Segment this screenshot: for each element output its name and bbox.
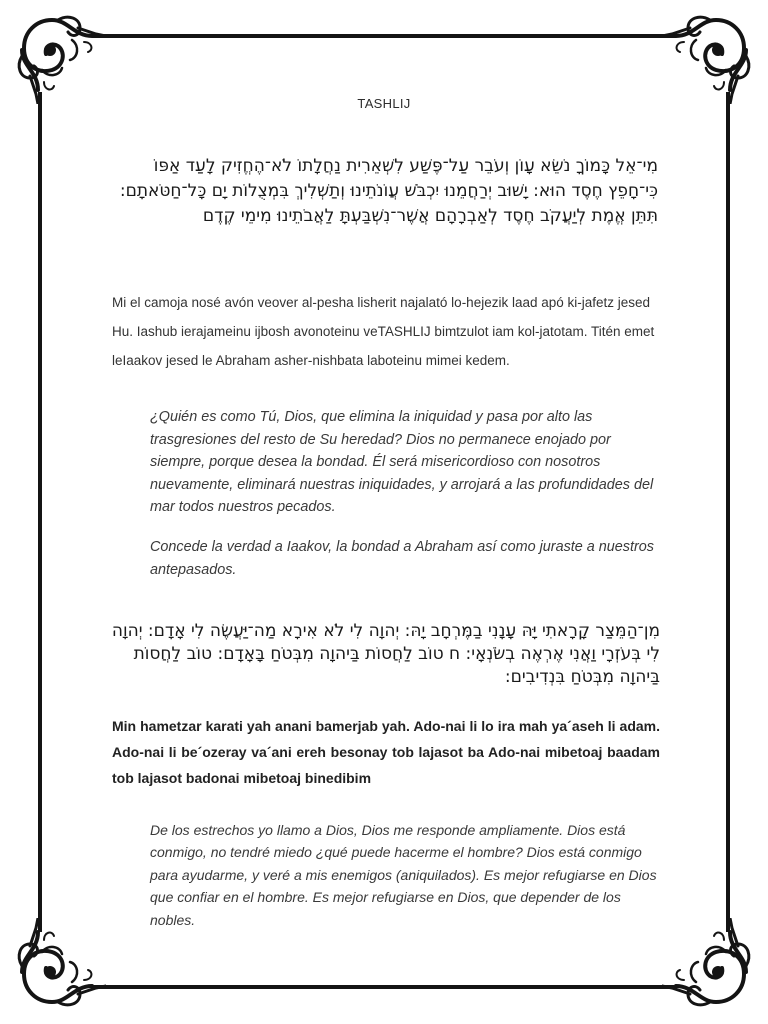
spanish-translation-1a: ¿Quién es como Tú, Dios, que elimina la iniquidad y pasa por alto las trasgresiones del resto de Su heredad? Dios no permanece enojado por siempre, porque desea la bondad. Él será misericordioso con nosotros nuevamente, eliminará nuestras iniquidades, y arrojará a las profundidades del mar todos nuestros pecados.	[150, 409, 654, 515]
spanish-translation-1b: Concede la verdad a Iaakov, la bondad a Abraham así como juraste a nuestros antepasados.	[150, 539, 654, 578]
frame-right-border	[726, 92, 730, 932]
corner-ornament-top-left-icon	[14, 12, 106, 104]
frame-bottom-border	[92, 985, 676, 989]
frame-top-border	[92, 34, 676, 38]
document-title: TASHLIJ	[357, 96, 411, 111]
transliteration-passage-2: Min hametzar karati yah anani bamerjab yah. Ado-nai li lo ira mah ya´aseh li adam. Ado-nai li be´ozeray va´ani ereh besonay tob lajasot ba Ado-nai mibetoaj baadam tob lajasot badonai mibetoaj binedibim	[112, 718, 660, 786]
transliteration-passage-1: Mi el camoja nosé avón veover al-pesha lisherit najalató lo-hejezik laad apó ki-jafetz jesed Hu. Iashub ierajameinu ijbosh avonoteinu veTASHLIJ bimtzulot iam kol-jatotam. Titén emet leIaakov jesed le Abraham asher-nishbata laboteinu mimei kedem.	[112, 295, 655, 368]
hebrew-passage-1: מִי־אֵל כָּמוֹךָ נֹשֵׂא עָוֹן וְעֹבֵר עַל־פֶּשַׁע לִשְׁאֵרִית נַחֲלָתוֹ לֹא־הֶחֱזִיק לָעַד אַפּוֹ כִּי־חָפֵץ חֶסֶד הוּא: יָשׁוּב יְרַחֲמֵנוּ יִכְבֹּשׁ עֲוֹנֹתֵינוּ וְתַשְׁלִיךְ בִּמְצֻלוֹת יָם כָּל־חַטֹּאתָם: תִּתֵּן אֱמֶת לְיַעֲקֹב חֶסֶד לְאַבְרָהָם אֲשֶׁר־נִשְׁבַּעְתָּ לַאֲבֹתֵינוּ מִימֵי קֶדֶם	[119, 156, 658, 226]
corner-ornament-top-right-icon	[662, 12, 754, 104]
frame-left-border	[38, 92, 42, 932]
hebrew-passage-2: מִן־הַמֵּצַר קָרָאתִי יָּהּ עָנָנִי בַמֶּרְחָב יָהּ: יְהוָה לִי לֹא אִירָא מַה־יַּעֲשֶׂה לִי אָדָם: יְהוָה לִי בְּעֹזְרָי וַאֲנִי אֶרְאֶה בְשֹׂנְאָי: ח טוֹב לַחֲסוֹת בַּיהוָה מִבְּטֹחַ בָּאָדָם: טוֹב לַחֲסוֹת בַּיהוָה מִבְּטֹחַ בִּנְדִיבִים:	[111, 621, 660, 687]
corner-ornament-bottom-right-icon	[662, 918, 754, 1010]
corner-ornament-bottom-left-icon	[14, 918, 106, 1010]
spanish-translation-2: De los estrechos yo llamo a Dios, Dios me responde ampliamente. Dios está conmigo, no tendré miedo ¿qué puede hacerme el hombre? Dios está conmigo para ayudarme, y veré a mis enemigos (aniquilados). Es mejor refugiarse en Dios que confiar en el hombre. Es mejor refugiarse en Dios, que depender de los nobles.	[150, 822, 657, 928]
